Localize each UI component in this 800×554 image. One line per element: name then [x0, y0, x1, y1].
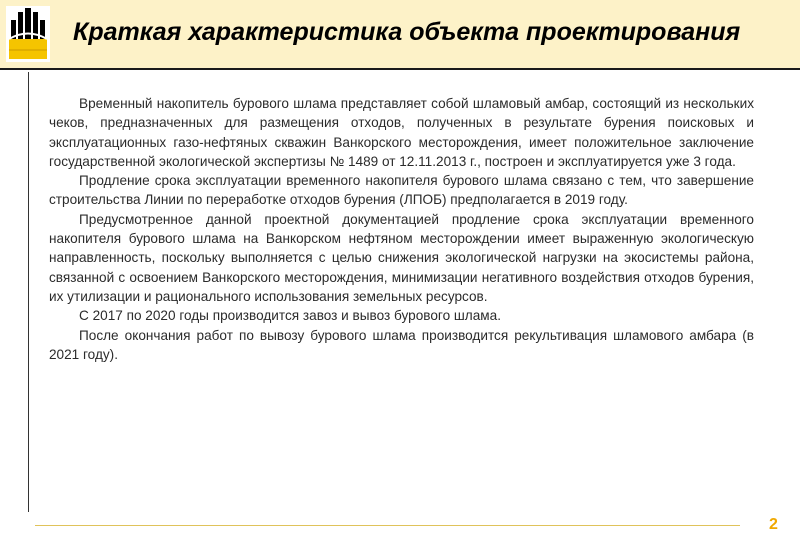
slide-body — [49, 94, 754, 364]
rosneft-logo-icon — [6, 6, 50, 62]
slide-title: Краткая характеристика объекта проектирования — [73, 18, 741, 46]
paragraph: Предусмотренное данной проектной документацией продление срока эксплуатации временного накопителя бурового шлама на Ванкорском нефтяном месторождении имеет выраженную экологическую направленность, поскольку выполняется с целью снижения экологической нагрузки на экосистемы района, связанной с освоением Ванкорского месторождения, минимизации негативного воздействия отходов бурения, их утилизации и рационального использования земельных ресурсов. — [49, 211, 754, 304]
paragraph: После окончания работ по вывозу бурового шлама производится рекультивация шламового амбара (в 2021 году). — [49, 327, 754, 362]
left-vertical-rule — [28, 72, 29, 512]
paragraph: Продление срока эксплуатации временного накопителя бурового шлама связано с тем, что завершение строительства Линии по переработке отходов бурения (ЛПОБ) предполагается в 2019 году. — [49, 173, 754, 208]
slide-header — [0, 0, 800, 68]
paragraph: Временный накопитель бурового шлама представляет собой шламовый амбар, состоящий из нескольких чеков, предназначенных для размещения отходов, полученных в результате бурения поисковых и эксплуатационных газо-нефтяных скважин Ванкорского месторождения, имеет положительное заключение государственной экологической экспертизы № 1489 от 12.11.2013 г., построен и эксплуатируется уже 3 года. — [49, 96, 754, 169]
page-number: 2 — [769, 516, 778, 533]
header-divider — [0, 68, 800, 70]
footer-divider — [35, 525, 740, 526]
paragraph: С 2017 по 2020 годы производится завоз и вывоз бурового шлама. — [79, 308, 501, 324]
